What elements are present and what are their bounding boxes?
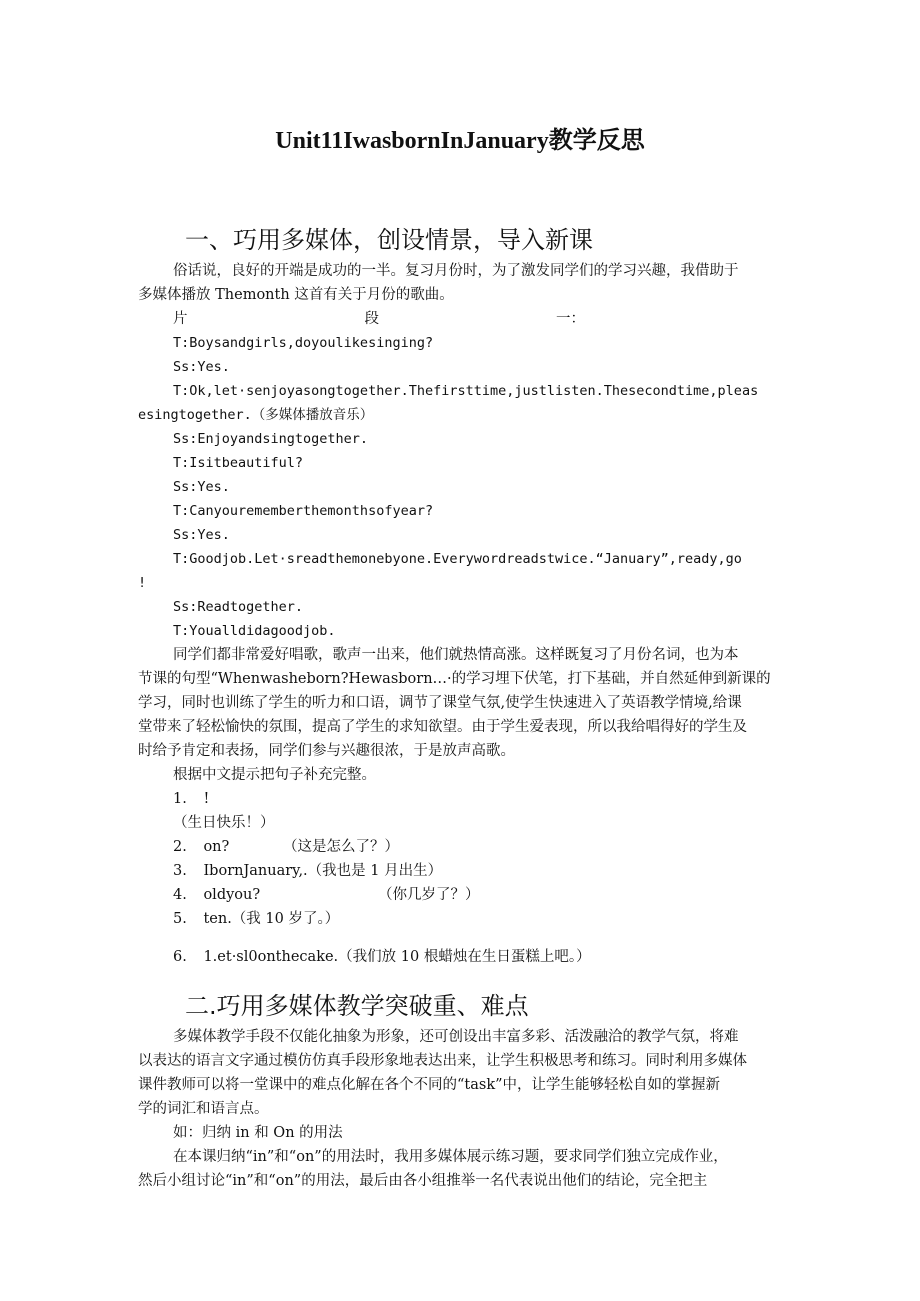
dialogue-line: esingtogether.（多媒体播放音乐）: [138, 407, 374, 423]
dialogue-line: T:Ok,let·senjoyasongtogether.Thefirsttime,justlisten.Thesecondtime,pleas: [173, 383, 759, 399]
dialogue-line: Ss:Yes.: [173, 359, 230, 375]
fragment-label-part: 片: [173, 311, 188, 327]
reflection-line: 节课的句型“Whenwasheborn?Hewasborn…·的学习埋下伏笔，打下基础，并自然延伸到新课的: [138, 671, 771, 687]
exercise-prompt: 根据中文提示把句子补充完整。: [173, 767, 376, 783]
reflection-line: 学习，同时也训练了学生的听力和口语，调节了课堂气氛,使学生快速进入了英语教学情境,给课: [138, 695, 742, 711]
exercise-number: 4.: [173, 887, 187, 903]
exercise-number: 5.: [173, 911, 187, 927]
exercise-text: IbornJanuary,.（我也是 1 月出生）: [203, 863, 443, 879]
exercise-text: （生日快乐！）: [173, 815, 275, 831]
exercise-item: [173, 790, 209, 808]
body-line: 在本课归纳“in”和“on”的用法时，我用多媒体展示练习题，要求同学们独立完成作业，: [173, 1149, 728, 1165]
dialogue-line: T:Boysandgirls,doyoulikesinging?: [173, 335, 434, 351]
reflection-line: 堂带来了轻松愉快的氛围，提高了学生的求知欲望。由于学生爱表现，所以我给唱得好的学生及: [138, 719, 747, 735]
dialogue-line: T:Youalldidagoodjob.: [173, 623, 336, 639]
section1-heading: 一、巧用多媒体，创设情景，导入新课: [185, 226, 593, 254]
dialogue-line: T:Goodjob.Let·sreadthemonebyone.Everywordreadstwice.“January”,ready,go: [173, 551, 742, 567]
reflection-line: 同学们都非常爱好唱歌，歌声一出来，他们就热情高涨。这样既复习了月份名词，也为本: [173, 647, 739, 663]
body-line: 课件教师可以将一堂课中的难点化解在各个不同的“task”中，让学生能够轻松自如的掌握新: [138, 1077, 721, 1093]
body-line: 然后小组讨论“in”和“on”的用法，最后由各小组推举一名代表说出他们的结论，完全把主: [138, 1173, 708, 1189]
fragment-label: [173, 310, 585, 328]
exercise-text: !: [203, 791, 210, 807]
document-title: Unit11IwasbornInJanuary教学反思: [275, 128, 645, 154]
exercise-item: [173, 910, 339, 928]
exercise-item: [173, 862, 442, 880]
fragment-label-part: 一：: [556, 311, 585, 327]
exercise-hint: （你几岁了？）: [378, 887, 480, 903]
body-line: 如：归纳 in 和 On 的用法: [173, 1125, 343, 1141]
exercise-number: 1.: [173, 791, 187, 807]
dialogue-line: Ss:Readtogether.: [173, 599, 304, 615]
dialogue-line: T:Isitbeautiful?: [173, 455, 304, 471]
dialogue-line: Ss:Yes.: [173, 527, 230, 543]
body-line: 以表达的语言文字通过模仿仿真手段形象地表达出来，让学生积极思考和练习。同时利用多媒体: [138, 1053, 747, 1069]
exercise-item: [173, 886, 480, 904]
exercise-item: [173, 948, 591, 966]
fragment-label-part: 段: [364, 311, 379, 327]
exercise-text: oldyou?: [203, 887, 261, 903]
dialogue-line: Ss:Enjoyandsingtogether.: [173, 431, 369, 447]
dialogue-line: T:Canyourememberthemonthsofyear?: [173, 503, 434, 519]
section2-heading: 二.巧用多媒体教学突破重、难点: [185, 992, 529, 1020]
exercise-text: ten.（我 10 岁了。）: [203, 911, 340, 927]
dialogue-line: !: [138, 575, 147, 591]
exercise-item: [173, 814, 275, 832]
intro-line: 多媒体播放 Themonth 这首有关于月份的歌曲。: [138, 287, 454, 303]
exercise-text: 1.et·sl0onthecake.（我们放 10 根蜡烛在生日蛋糕上吧。）: [203, 949, 591, 965]
exercise-hint: （这是怎么了？）: [283, 839, 399, 855]
body-line: 学的词汇和语言点。: [138, 1101, 269, 1117]
body-line: 多媒体教学手段不仅能化抽象为形象，还可创设出丰富多彩、活泼融洽的教学气氛，将难: [173, 1029, 739, 1045]
exercise-item: [173, 838, 399, 856]
exercise-number: 6.: [173, 949, 187, 965]
exercise-number: 3.: [173, 863, 187, 879]
exercise-text: on?: [203, 839, 230, 855]
reflection-line: 时给予肯定和表扬，同学们参与兴趣很浓，于是放声高歌。: [138, 743, 515, 759]
exercise-number: 2.: [173, 839, 187, 855]
dialogue-line: Ss:Yes.: [173, 479, 230, 495]
intro-line: 俗话说，良好的开端是成功的一半。复习月份时，为了激发同学们的学习兴趣，我借助于: [173, 263, 739, 279]
